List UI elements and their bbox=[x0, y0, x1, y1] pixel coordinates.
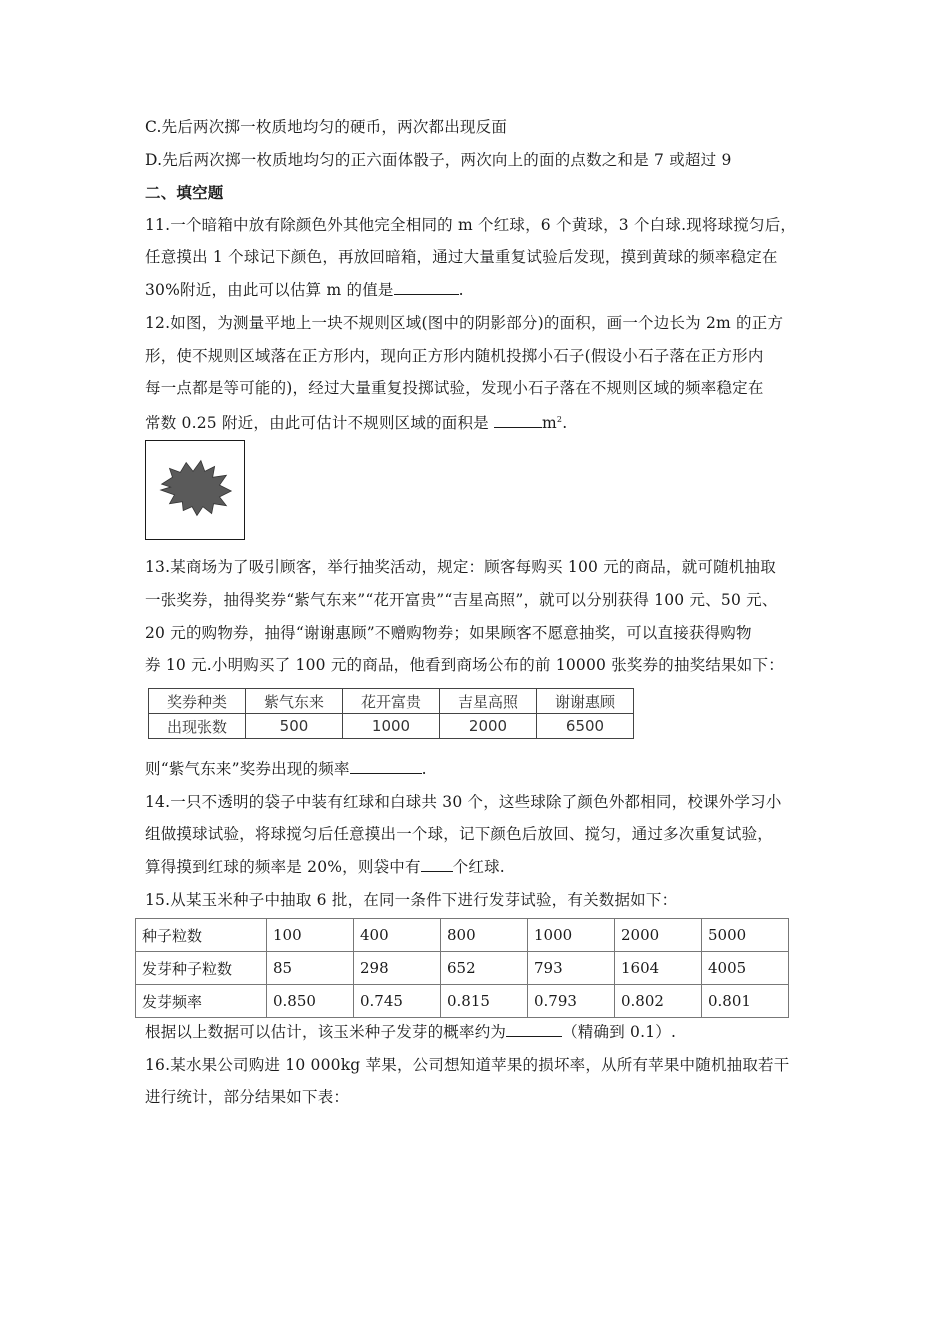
q15-line-2 bbox=[145, 1022, 676, 1042]
q14-line-1: 14.一只不透明的袋子中装有红球和白球共 30 个，这些球除了颜色外都相同，校课外学习小 bbox=[145, 793, 782, 811]
table-cell: 谢谢惠顾 bbox=[537, 689, 634, 714]
q14-text-end: 个红球. bbox=[452, 858, 505, 876]
table-cell: 793 bbox=[528, 952, 615, 985]
table-cell: 吉星高照 bbox=[440, 689, 537, 714]
table-cell: 1000 bbox=[343, 714, 440, 739]
option-c: C.先后两次掷一枚质地均匀的硬币，两次都出现反面 bbox=[145, 118, 508, 136]
table-cell: 奖券种类 bbox=[149, 689, 246, 714]
starburst-shaded-region-icon bbox=[146, 441, 244, 539]
section-heading: 二、填空题 bbox=[145, 183, 224, 202]
prize-results-table bbox=[148, 688, 634, 739]
q12-line-2: 形，使不规则区域落在正方形内，现向正方形内随机投掷小石子(假设小石子落在正方形内 bbox=[145, 347, 764, 365]
q15-line-1: 15.从某玉米种子中抽取 6 批，在同一条件下进行发芽试验，有关数据如下： bbox=[145, 891, 678, 909]
q12-period: . bbox=[562, 414, 568, 433]
q12-line-1: 12.如图，为测量平地上一块不规则区域(图中的阴影部分)的面积，画一个边长为 2m 的正方 bbox=[145, 314, 784, 332]
q13-answer-blank[interactable] bbox=[350, 759, 422, 774]
table-cell: 400 bbox=[354, 919, 441, 952]
table-row bbox=[149, 714, 634, 739]
q12-unit-exponent: 2 bbox=[556, 415, 563, 424]
table-row bbox=[149, 689, 634, 714]
square-with-irregular-region-figure bbox=[145, 440, 245, 540]
q14-answer-blank[interactable] bbox=[421, 857, 453, 872]
table-cell: 5000 bbox=[702, 919, 789, 952]
q13-text: 则“紫气东来”奖券出现的频率 bbox=[145, 760, 350, 778]
q16-line-2: 进行统计，部分结果如下表： bbox=[145, 1088, 350, 1106]
q13-line-2: 一张奖券，抽得奖券“紫气东来”“花开富贵”“吉星高照”，就可以分别获得 100 元、50 元、 bbox=[145, 591, 778, 609]
seed-germination-table bbox=[135, 918, 789, 1018]
q12-line-3: 每一点都是等可能的)，经过大量重复投掷试验，发现小石子落在不规则区域的频率稳定在 bbox=[145, 379, 764, 397]
q14-text: 算得摸到红球的频率是 20%，则袋中有 bbox=[145, 858, 421, 876]
table-cell: 298 bbox=[354, 952, 441, 985]
q12-text: 常数 0.25 附近，由此可估计不规则区域的面积是 bbox=[145, 414, 494, 433]
q11-line-1: 11.一个暗箱中放有除颜色外其他完全相同的 m 个红球，6 个黄球，3 个白球.现将球搅匀后， bbox=[145, 216, 797, 234]
q11-line-2: 任意摸出 1 个球记下颜色，再放回暗箱，通过大量重复试验后发现，摸到黄球的频率稳定在 bbox=[145, 248, 778, 266]
table-cell: 0.815 bbox=[441, 985, 528, 1018]
table-cell: 6500 bbox=[537, 714, 634, 739]
q12-answer-blank[interactable] bbox=[494, 413, 542, 428]
table-cell: 4005 bbox=[702, 952, 789, 985]
table-cell: 发芽频率 bbox=[136, 985, 267, 1018]
table-cell: 花开富贵 bbox=[343, 689, 440, 714]
table-cell: 发芽种子粒数 bbox=[136, 952, 267, 985]
q14-line-2: 组做摸球试验，将球搅匀后任意摸出一个球，记下颜色后放回、搅匀，通过多次重复试验， bbox=[145, 825, 774, 843]
table-cell: 652 bbox=[441, 952, 528, 985]
table-cell: 0.802 bbox=[615, 985, 702, 1018]
table-cell: 2000 bbox=[615, 919, 702, 952]
q11-line-3 bbox=[145, 280, 464, 300]
table-cell: 1000 bbox=[528, 919, 615, 952]
table-cell: 紫气东来 bbox=[246, 689, 343, 714]
q15-text-end: （精确到 0.1）. bbox=[562, 1023, 677, 1041]
table-cell: 500 bbox=[246, 714, 343, 739]
q13-line-1: 13.某商场为了吸引顾客，举行抽奖活动，规定：顾客每购买 100 元的商品，就可随机抽取 bbox=[145, 558, 776, 576]
q14-line-3 bbox=[145, 857, 505, 877]
table-cell: 2000 bbox=[440, 714, 537, 739]
q12-unit: m bbox=[542, 414, 557, 433]
q13-line-4: 券 10 元.小明购买了 100 元的商品，他看到商场公布的前 10000 张奖券的抽奖结果如下： bbox=[145, 656, 784, 674]
q11-answer-blank[interactable] bbox=[394, 280, 459, 295]
q13-line-5 bbox=[145, 759, 427, 779]
table-cell: 种子粒数 bbox=[136, 919, 267, 952]
q15-text: 根据以上数据可以估计，该玉米种子发芽的概率约为 bbox=[145, 1023, 507, 1041]
table-row bbox=[136, 952, 789, 985]
q13-period: . bbox=[421, 760, 427, 778]
q11-text: 30%附近，由此可以估算 m 的值是 bbox=[145, 281, 394, 299]
table-cell: 800 bbox=[441, 919, 528, 952]
table-cell: 0.850 bbox=[267, 985, 354, 1018]
table-cell: 1604 bbox=[615, 952, 702, 985]
q13-line-3: 20 元的购物券，抽得“谢谢惠顾”不赠购物券；如果顾客不愿意抽奖，可以直接获得购物 bbox=[145, 624, 752, 642]
q11-period: . bbox=[458, 281, 464, 299]
table-cell: 100 bbox=[267, 919, 354, 952]
q15-answer-blank[interactable] bbox=[506, 1022, 562, 1037]
q12-line-4 bbox=[145, 410, 567, 433]
table-row bbox=[136, 985, 789, 1018]
table-cell: 0.745 bbox=[354, 985, 441, 1018]
table-cell: 0.793 bbox=[528, 985, 615, 1018]
table-cell: 出现张数 bbox=[149, 714, 246, 739]
q16-line-1: 16.某水果公司购进 10 000kg 苹果，公司想知道苹果的损坏率，从所有苹果中随机抽取若干 bbox=[145, 1056, 790, 1074]
table-cell: 0.801 bbox=[702, 985, 789, 1018]
option-d: D.先后两次掷一枚质地均匀的正六面体骰子，两次向上的面的点数之和是 7 或超过 9 bbox=[145, 151, 732, 169]
table-row bbox=[136, 919, 789, 952]
table-cell: 85 bbox=[267, 952, 354, 985]
